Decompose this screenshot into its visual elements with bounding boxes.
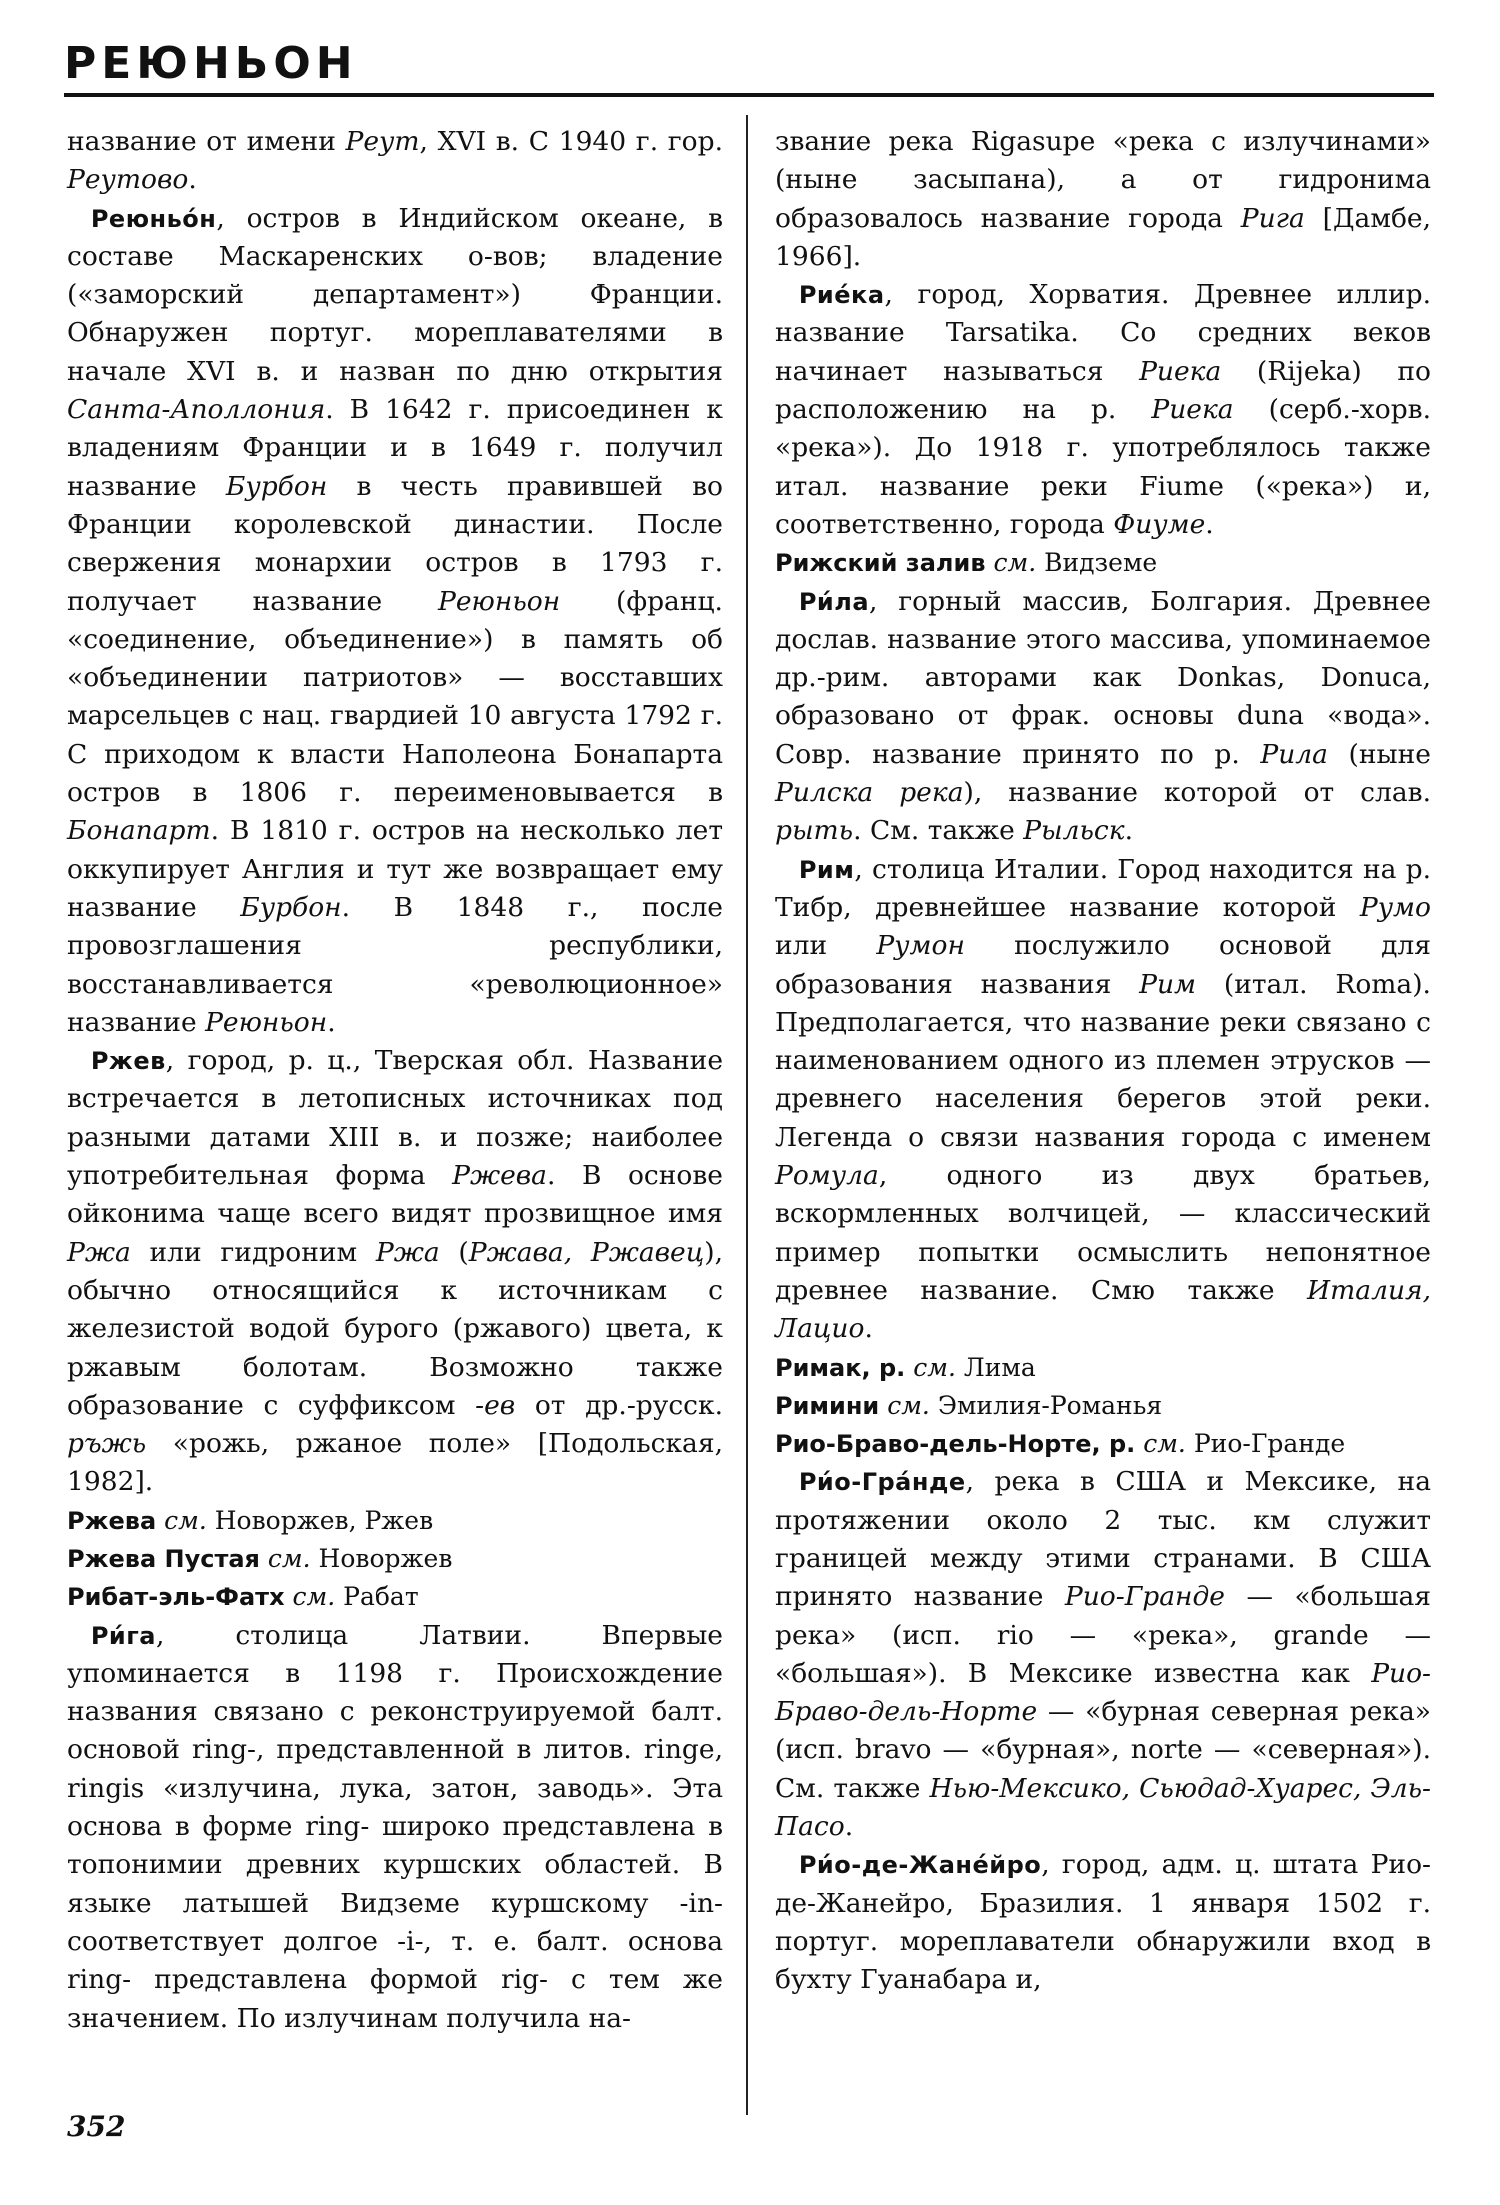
cross-reference-gulf-of-riga: Рижский залив см. Видземе <box>775 548 1158 578</box>
entry-headword: Ри́га <box>90 1621 156 1650</box>
cross-reference-rzheva-pustaya: Ржева Пустая см. Новоржев <box>67 1543 453 1573</box>
entry-rila: Ри́ла, горный массив, Болгария. Древнее дослав. название этого массива, упоминаемое др.-рим. авторами как Donkas, Donuca, образовано от фрак. основы dunа «вода». Совр. название принято по р. Рила (ныне Рилска река), название которой от слав. рыть. См. также Рыльск. <box>775 585 1431 847</box>
entry-headword: Реюньо́н <box>90 204 217 233</box>
entry-rio-de-janeiro: Ри́о-де-Жане́йро, город, адм. ц. штата Рио-де-Жанейро, Бразилия. 1 января 1502 г. португ. мореплаватели обнаружили вход в бухту Гуанабара и, <box>775 1849 1431 1996</box>
running-header: РЕЮНЬОН <box>64 38 358 89</box>
left-column <box>67 123 723 2038</box>
entry-riga-continuation: звание река Rigasupe «река с излучинами» (ныне засыпана), а от гидронима образовалось название города Рига [Дамбе, 1966]. <box>775 126 1432 272</box>
entry-headword: Ри́ла <box>798 587 870 616</box>
entry-reunion: Реюньо́н, остров в Индийском океане, в составе Маскаренских о-вов; владение («заморский департамент») Франции. Обнаружен португ. мореплавателями в начале XVI в. и назван по дню открытия Санта-Аполлония. В 1642 г. присоединен к владениям Франции и в 1649 г. получил название Бурбон в честь правившей во Франции королевской династии. После свержения монархии остров в 1793 г. получает название Реюньон (франц. «соединение, объединение») в память об «объединении патриотов» — восставших марсельцев с нац. гвардией 10 августа 1792 г. С приходом к власти Наполеона Бонапарта остров в 1806 г. переименовывается в Бонапарт. В 1810 г. остров на несколько лет оккупирует Англия и тут же возвращает ему название Бурбон. В 1848 г., после провозглашения республики, восстанавливается «революционное» название Реюньон. <box>67 202 723 1038</box>
entry-riga: Ри́га, столица Латвии. Впервые упоминается в 1198 г. Происхождение названия связано с реконструируемой балт. основой ring-, представленной в литов. ringe, ringis «излучина, лука, затон, заводь». Эта основа в форме ring- широко представлена в топонимии древних куршских областей. В языке латышей Видземе куршскому -in- соответствует долгое -i-, т. е. балт. основа ring- представлена формой rig- с тем же значением. По излучинам получила на- <box>67 1619 723 2034</box>
entry-headword: Ржев <box>90 1047 166 1076</box>
cross-reference-rzheva: Ржева см. Новоржев, Ржев <box>67 1505 434 1535</box>
cross-reference-ribat: Рибат-эль-Фатх см. Рабат <box>67 1582 419 1612</box>
cross-reference-rio-bravo: Рио-Браво-дель-Норте, р. см. Рио-Гранде <box>775 1429 1346 1459</box>
entry-rijeka: Рие́ка, город, Хорватия. Древнее иллир. название Tarsatika. Со средних веков начинает называться Риека (Rijeka) по расположению на р. Риека (серб.-хорв. «река»). До 1918 г. употреблялось также итал. название реки Fiume («река») и, соответственно, города Фиуме. <box>775 279 1431 540</box>
entry-rzhev: Ржев, город, р. ц., Тверская обл. Название встречается в летописных источниках под разными датами XIII в. и позже; наиболее употребительная форма Ржева. В основе ойконима чаще всего видят прозвищное имя Ржа или гидроним Ржа (Ржава, Ржавец), обычно относящийся к источникам с железистой водой бурого (ржавого) цвета, к ржавым болотам. Возможно также образование с суффиксом -ев от др.-русск. ръжь «рожь, ржаное поле» [Подольская, 1982]. <box>67 1045 723 1498</box>
entry-headword: Рие́ка <box>798 281 885 310</box>
column-divider <box>746 115 748 2115</box>
cross-reference-rimac: Римак, р. см. Лима <box>775 1352 1036 1382</box>
entry-rome: Рим, столица Италии. Город находится на р. Тибр, древнейшее название которой Румо или Румон послужило основой для образования названия Рим (итал. Roma). Предполагается, что название реки связано с наименованием одного из племен этрусков — древнего населения берегов этой реки. Легенда о связи названия города с именем Ромула, одного из двух братьев, вскормленных волчицей, — классический пример попытки осмыслить непонятное древнее название. Смю также Италия, Лацио. <box>775 853 1431 1345</box>
entry-headword: Ри́о-де-Жане́йро <box>798 1851 1042 1880</box>
page-number: 352 <box>67 2110 126 2143</box>
header-rule <box>64 93 1434 97</box>
entry-headword: Рим <box>798 855 855 884</box>
right-column <box>775 123 1431 2000</box>
cross-reference-rimini: Римини см. Эмилия-Романья <box>775 1390 1163 1420</box>
entry-continuation: название от имени Реут, XVI в. С 1940 г. гор. Реутово. <box>67 126 724 196</box>
entry-rio-grande: Ри́о-Гра́нде, река в США и Мексике, на протяжении около 2 тыс. км служит границей между этими странами. В США принято название Рио-Гранде — «большая река» (исп. rio — «река», grande — «большая»). В Мексике известна как Рио-Браво-дель-Норте — «бурная северная река» (исп. bravo — «бурная», norte — «северная»). См. также Нью-Мексико, Сьюдад-Хуарес, Эль-Пасо. <box>775 1466 1431 1843</box>
entry-headword: Ри́о-Гра́нде <box>798 1468 966 1497</box>
